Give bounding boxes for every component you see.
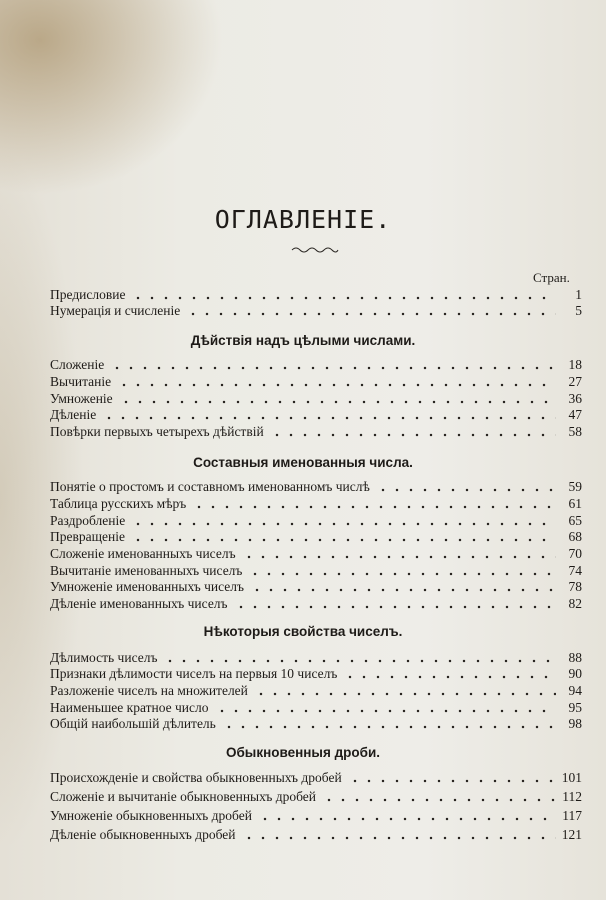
toc-entry[interactable] <box>50 287 582 303</box>
leader-dots <box>250 588 556 592</box>
toc-entry[interactable] <box>50 529 582 545</box>
toc-entry-label: Повѣрки первыхъ четырехъ дѣйствій <box>50 424 264 439</box>
leader-dots <box>117 383 556 387</box>
leader-dots <box>215 709 557 713</box>
toc-entry-page: 59 <box>568 479 582 494</box>
leader-dots <box>322 798 556 802</box>
leader-dots <box>119 400 556 404</box>
leader-dots <box>131 296 556 300</box>
section-heading: Составныя именованныя числа. <box>193 455 413 470</box>
toc-entry-page: 95 <box>568 700 582 715</box>
toc-entry-page: 88 <box>568 650 582 665</box>
toc-entry[interactable] <box>50 479 582 495</box>
toc-entry-label: Понятіе о простомъ и составномъ именованномъ числѣ <box>50 479 370 494</box>
toc-entry-label: Предисловие <box>50 287 126 302</box>
toc-entry-page: 121 <box>561 827 582 842</box>
toc-entry[interactable] <box>50 666 582 682</box>
leader-dots <box>163 659 556 663</box>
toc-entry-page: 82 <box>568 596 582 611</box>
toc-entry-page: 47 <box>568 407 582 422</box>
toc-entry[interactable] <box>50 808 582 824</box>
toc-entry-page: 90 <box>568 666 582 681</box>
toc-entry[interactable] <box>50 716 582 732</box>
toc-entry[interactable] <box>50 770 582 786</box>
toc-entry-label: Разложеніе чиселъ на множителей <box>50 683 248 698</box>
leader-dots <box>376 488 556 492</box>
toc-entry-label: Раздробленіе <box>50 513 126 528</box>
leader-dots <box>222 725 556 729</box>
toc-entry[interactable] <box>50 407 582 423</box>
toc-entry-label: Признаки дѣлимости чиселъ на первыя 10 чиселъ <box>50 666 338 681</box>
toc-entry-label: Дѣлимость чиселъ <box>50 650 158 665</box>
toc-entry-page: 68 <box>568 529 582 544</box>
toc-entry-label: Вычитаніе именованныхъ чиселъ <box>50 563 243 578</box>
toc-entry-page: 36 <box>568 391 582 406</box>
toc-entry-page: 58 <box>568 424 582 439</box>
toc-entry-page: 70 <box>568 546 582 561</box>
leader-dots <box>192 505 556 509</box>
leader-dots <box>270 433 556 437</box>
toc-entry[interactable] <box>50 683 582 699</box>
toc-entry-label: Наименьшее кратное число <box>50 700 209 715</box>
section-heading: Дѣйствія надъ цѣлыми числами. <box>190 333 416 348</box>
toc-entry-page: 61 <box>568 496 582 511</box>
toc-entry-page: 74 <box>568 563 582 578</box>
pages-column-label: Стран. <box>533 270 570 285</box>
toc-entry-page: 27 <box>568 374 582 389</box>
leader-dots <box>234 605 556 609</box>
toc-entry[interactable] <box>50 513 582 529</box>
leader-dots <box>186 312 556 316</box>
leader-dots <box>242 555 556 559</box>
toc-entry[interactable] <box>50 650 582 666</box>
leader-dots <box>131 522 556 526</box>
toc-entry[interactable] <box>50 374 582 390</box>
toc-entry-label: Превращеніе <box>50 529 125 544</box>
toc-entry[interactable] <box>50 563 582 579</box>
toc-entry-label: Таблица русскихъ мѣръ <box>50 496 187 511</box>
leader-dots <box>348 779 556 783</box>
leader-dots <box>131 538 556 542</box>
toc-entry-page: 112 <box>562 789 582 804</box>
toc-entry-label: Дѣленіе именованныхъ чиселъ <box>50 596 228 611</box>
toc-entry[interactable] <box>50 424 582 440</box>
toc-entry-page: 5 <box>575 303 582 318</box>
toc-entry[interactable] <box>50 596 582 612</box>
toc-entry[interactable] <box>50 789 582 805</box>
toc-entry-page: 65 <box>568 513 582 528</box>
toc-entry-label: Умноженіе <box>50 391 113 406</box>
toc-entry-label: Сложеніе <box>50 357 105 372</box>
toc-entry-label: Дѣленіе обыкновенныхъ дробей <box>50 827 236 842</box>
toc-entry-label: Общій наибольшій дѣлитель <box>50 716 216 731</box>
leader-dots <box>258 817 556 821</box>
leader-dots <box>110 366 556 370</box>
toc-entry-label: Умноженіе именованныхъ чиселъ <box>50 579 244 594</box>
toc-entry-page: 94 <box>568 683 582 698</box>
toc-entry-label: Дѣленіе <box>50 407 97 422</box>
toc-entry-label: Сложеніе и вычитаніе обыкновенныхъ дробей <box>50 789 316 804</box>
toc-entry-label: Вычитаніе <box>50 374 112 389</box>
toc-entry-label: Сложеніе именованныхъ чиселъ <box>50 546 236 561</box>
leader-dots <box>102 416 556 420</box>
toc-entry[interactable] <box>50 391 582 407</box>
toc-entry-label: Умноженіе обыкновенныхъ дробей <box>50 808 252 823</box>
toc-entry-page: 117 <box>562 808 582 823</box>
toc-entry[interactable] <box>50 357 582 373</box>
toc-entry-page: 78 <box>568 579 582 594</box>
leader-dots <box>343 675 556 679</box>
toc-entry-page: 1 <box>575 287 582 302</box>
leader-dots <box>254 692 556 696</box>
toc-entry[interactable] <box>50 700 582 716</box>
toc-entry-page: 101 <box>561 770 582 785</box>
toc-entry-page: 18 <box>568 357 582 372</box>
section-heading: Обыкновенныя дроби. <box>225 745 381 760</box>
toc-entry[interactable] <box>50 827 582 843</box>
toc-entry-page: 98 <box>568 716 582 731</box>
toc-entry-label: Происхожденіе и свойства обыкновенныхъ дробей <box>50 770 342 785</box>
toc-entry[interactable] <box>50 303 582 319</box>
toc-entry[interactable] <box>50 546 582 562</box>
toc-entry[interactable] <box>50 496 582 512</box>
toc-entry[interactable] <box>50 579 582 595</box>
section-heading: Нѣкоторыя свойства чиселъ. <box>203 624 403 639</box>
leader-dots <box>242 836 556 840</box>
leader-dots <box>248 572 556 576</box>
toc-entry-label: Нумерація и счисленіе <box>50 303 181 318</box>
page-title: ОГЛАВЛЕНIЕ. <box>214 205 392 234</box>
